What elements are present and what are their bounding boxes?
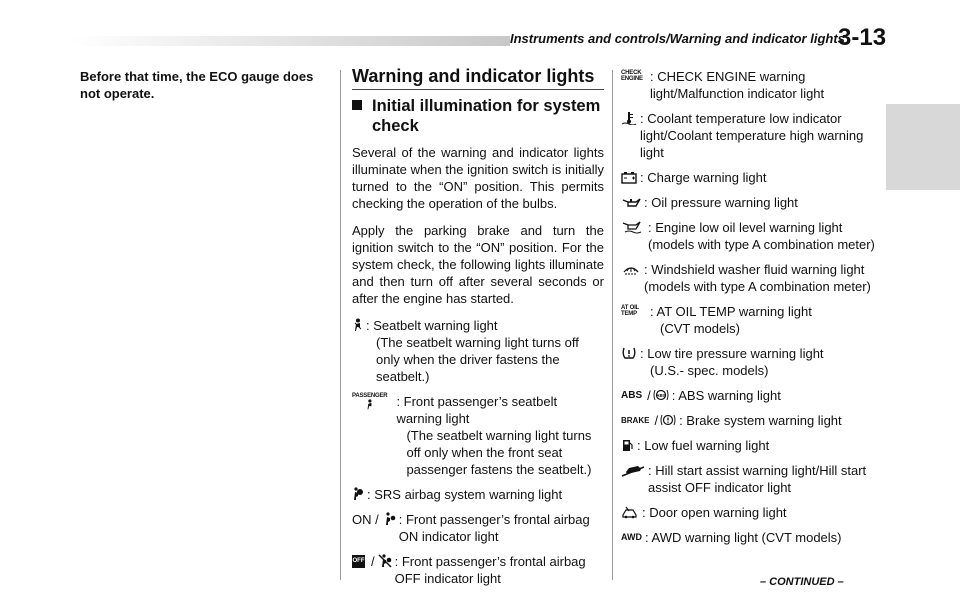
washer-fluid-icon (621, 261, 641, 277)
list-item: : SRS airbag system warning light (352, 486, 604, 503)
off-badge-icon: OFF (352, 553, 365, 569)
door-open-icon (621, 504, 639, 520)
list-item: OFF / : Front passenger’s frontal airbag OFF indicator light (352, 553, 586, 586)
oil-level-icon (621, 219, 645, 235)
airbag-icon (352, 486, 364, 502)
at-oil-temp-icon: AT OIL TEMP (621, 305, 639, 317)
column-3 (621, 68, 879, 554)
continued-marker: – CONTINUED – (760, 576, 844, 588)
list-item: BRAKE / : Brake system warning light (621, 412, 842, 428)
list-item: ABS / ABS : ABS warning light (621, 387, 781, 403)
list-item: PASSENGER : Front passenger’s seatbelt warning light (The seatbelt warning light turns off only when the front seat passenger fastens the seatbelt.) (352, 393, 592, 477)
list-item: : Charge warning light (621, 169, 879, 186)
coolant-temperature-icon (621, 110, 637, 126)
subsection-heading (352, 96, 604, 136)
seatbelt-icon (352, 317, 363, 333)
section-title: Warning and indicator lights (352, 68, 604, 90)
paragraph: Apply the parking brake and turn the ignition switch to the “ON” position. For the system check, the following lights illuminate and then turn off after several seconds or after the engine has started. (352, 223, 604, 306)
list-item: : Windshield washer fluid warning light (models with type A combination meter) (621, 261, 879, 295)
list-item: : Engine low oil level warning light (models with type A combination meter) (621, 219, 879, 253)
check-engine-icon: CHECK ENGINE (621, 70, 643, 82)
square-bullet-icon (352, 100, 362, 110)
fuel-pump-icon (621, 437, 634, 453)
header-rule (70, 36, 510, 46)
battery-icon (621, 169, 637, 185)
page-number: 3-13 (838, 24, 887, 51)
list-item: : Oil pressure warning light (621, 194, 879, 211)
list-item: : Low tire pressure warning light (U.S.- spec. models) (621, 345, 879, 379)
list-item: CHECK ENGINE : CHECK ENGINE warning light/Malfunction indicator light (621, 69, 825, 101)
column-divider (340, 70, 341, 580)
brake-text-icon: BRAKE (621, 415, 650, 425)
abs-text-icon: ABS (621, 389, 643, 401)
passenger-seatbelt-icon: PASSENGER (352, 393, 387, 478)
list-item: : Coolant temperature low indicator light/Coolant temperature high warning light (621, 110, 879, 161)
column-1 (80, 68, 330, 102)
hill-start-assist-icon (621, 462, 645, 478)
list-item: : Hill start assist warning light/Hill start assist OFF indicator light (621, 462, 879, 496)
eco-gauge-note: Before that time, the ECO gauge does not operate. (80, 69, 314, 101)
subsection-title: Initial illumination for system check (372, 97, 601, 135)
list-item: : Low fuel warning light (621, 437, 879, 454)
list-item: : Door open warning light (621, 504, 879, 521)
svg-text:ABS: ABS (655, 393, 666, 398)
paragraph: Several of the warning and indicator lights illuminate when the ignition switch is initially turned to the “ON” position. This permits checking the operation of the bulbs. (352, 145, 604, 211)
list-item: AWD : AWD warning light (CVT models) (621, 530, 842, 545)
oil-can-icon (621, 194, 641, 210)
brake-circle-icon (660, 412, 676, 428)
list-item: ON / : Front passenger’s frontal airbag ON indicator light (352, 511, 590, 544)
passenger-airbag-off-icon (378, 553, 392, 569)
chapter-thumb-tab (886, 104, 960, 190)
tire-pressure-icon (621, 345, 637, 361)
awd-text-icon: AWD (621, 531, 642, 542)
passenger-airbag-on-icon (382, 511, 396, 527)
list-item: AT OIL TEMP : AT OIL TEMP warning light (CVT models) (621, 304, 812, 336)
list-item: : Seatbelt warning light (The seatbelt warning light turns off only when the driver fastens the seatbelt.) (352, 317, 604, 385)
column-2 (352, 68, 604, 595)
abs-circle-icon (653, 387, 669, 403)
column-divider (612, 70, 613, 580)
running-header-title: Instruments and controls/Warning and indicator lights (510, 31, 845, 46)
